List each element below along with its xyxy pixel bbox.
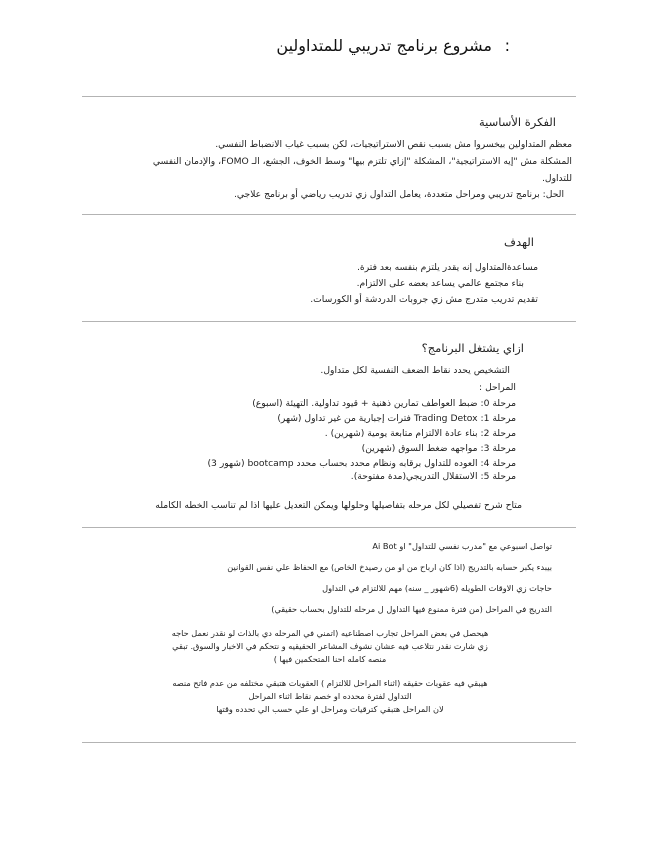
stages-label: المراحل :	[479, 382, 516, 393]
note-line-6: زي شارت نقدر نتلاعب فيه عشان نشوف المشاعر الحقيقيه و نتحكم في الاخبار والسوق. تبقي	[172, 641, 488, 651]
how-heading: ازاي يشتغل البرنامج؟	[421, 341, 524, 355]
note-line-1: تواصل اسبوعي مع "مدرب نفسي للتداول" او Ai Bot	[372, 541, 552, 551]
stage-2: مرحلة 2: بناء عادة الالتزام متابعة يومية (شهرين) .	[324, 428, 516, 439]
divider-3	[82, 321, 576, 322]
stage-0: مرحلة 0: ضبط العواطف تمارين ذهنية + قيود تداولية. التهيئة (اسبوع)	[252, 398, 516, 409]
stages-note: متاح شرح تفصيلي لكل مرحله بتفاصيلها وحلولها ويمكن التعديل عليها اذا لم تناسب الخطه الكامله	[155, 500, 522, 511]
note-line-10: لان المراحل هتبقي كترقيات ومراحل او علي حسب الي تحدده وقتها	[216, 704, 444, 714]
goal-heading: الهدف	[504, 235, 534, 249]
note-line-3: حاجات زي الاوقات الطويله (6شهور _ سنه) مهم للالتزام في التداول	[322, 583, 552, 593]
idea-line-1: معظم المتداولين بيخسروا مش بسبب نقص الاستراتيجيات، لكن بسبب غياب الانضباط النفسي.	[215, 139, 572, 150]
goal-line-1: مساعدةالمتداول إنه يقدر يلتزم بنفسه بعد فترة.	[357, 262, 538, 273]
idea-line-2: المشكلة مش "إيه الاستراتيجية"، المشكلة "إزاي تلتزم بيها" وسط الخوف، الجشع، الـ FOMO، والإدمان النفسي	[152, 156, 572, 167]
note-line-5: هيحصل في بعض المراحل تجارب اصطناعيه (اتمني في المرحله دي بالذات لو نقدر نعمل حاجه	[171, 628, 489, 638]
stage-4: مرحلة 4: العوده للتداول برقابه ونظام محدد بحساب محدد bootcamp (شهور 3)	[207, 458, 516, 469]
goal-line-2: بناء مجتمع عالمي يساعد بعضه على الالتزام.	[356, 278, 524, 289]
note-line-8: هيبقي فيه عقوبات حقيقه (اثناء المراحل للالتزام ) العقوبات هتبقي مختلفه من عدم فاتح منصه	[172, 678, 488, 688]
stage-5: مرحلة 5: الاستقلال التدريجي(مدة مفتوحة).	[350, 471, 516, 482]
note-line-2: بيبدء يكبر حسابه بالتدريج (اذا كان ارباح من او من رصيدخ الخاص) مع الحفاظ علي نفس القوانين	[227, 562, 552, 572]
idea-line-3: للتداول.	[541, 173, 572, 184]
divider-4	[82, 527, 576, 528]
goal-line-3: تقديم تدريب متدرج مش زي جروبات الدردشة أو الكورسات.	[310, 294, 538, 305]
divider-5	[82, 742, 576, 743]
idea-line-4: الحل: برنامج تدريبي ومراحل متعددة، يعامل التداول زي تدريب رياضي أو برنامج علاجي.	[233, 189, 564, 200]
page-title: مشروع برنامج تدريبي للمتداولين	[276, 36, 492, 55]
diagnosis-line: التشخيص يحدد نقاط الضعف النفسية لكل متداول.	[320, 365, 510, 376]
note-line-9: التداول لفترة محدده او خصم نقاط اثناء المراحل	[248, 691, 412, 701]
note-line-4: التدريج في المراحل (من فترة ممنوع فيها التداول ل مرحله للتداول بحساب حقيقي)	[271, 604, 552, 614]
divider-1	[82, 96, 576, 97]
divider-2	[82, 214, 576, 215]
stage-1: مرحلة 1: Trading Detox فترات إجبارية من غير تداول (شهر)	[277, 413, 516, 424]
title-mark: :	[504, 36, 510, 55]
idea-heading: الفكرة الأساسية	[478, 115, 556, 129]
stage-3: مرحلة 3: مواجهه ضغط السوق (شهرين)	[361, 443, 516, 454]
note-line-7: منصه كامله احنا المتحكمين فيها )	[273, 654, 387, 664]
